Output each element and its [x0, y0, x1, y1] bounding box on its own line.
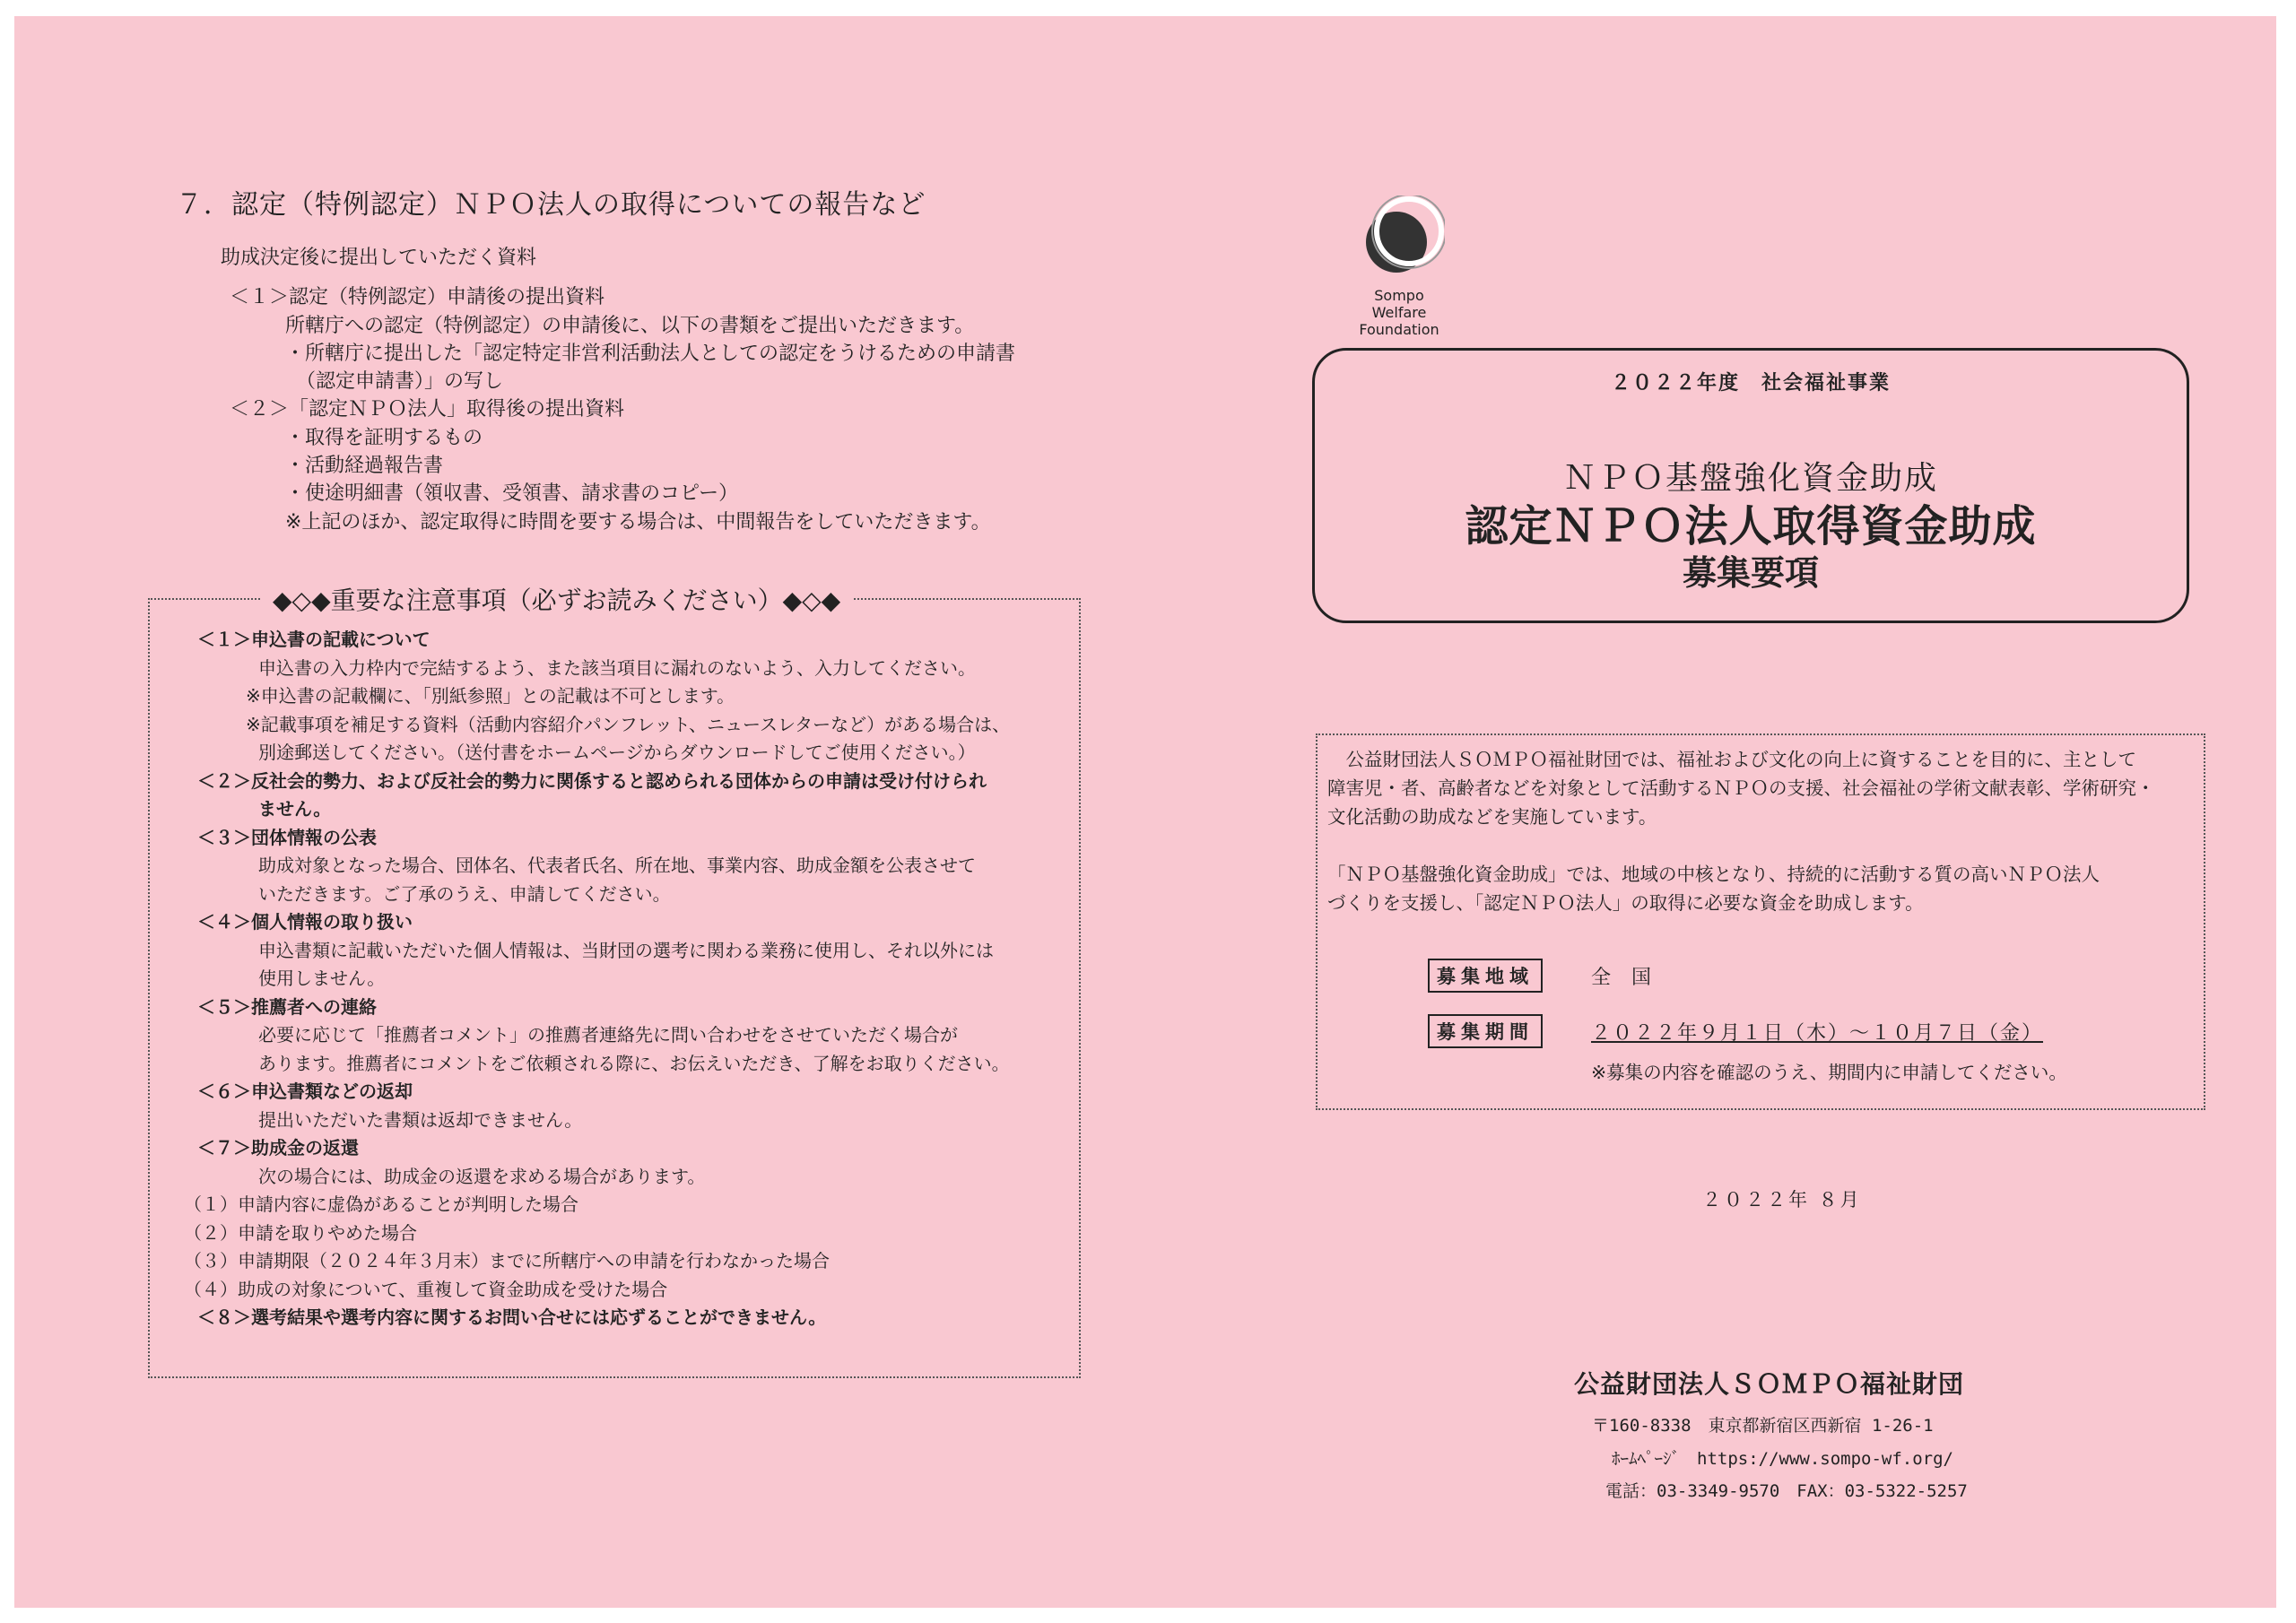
logo-text-line: Foundation — [1359, 321, 1439, 338]
notice-heading: ＜４＞個人情報の取り扱い — [197, 911, 413, 933]
intro-line — [1327, 831, 2155, 860]
notice-line: （２）申請を取りやめた場合 — [184, 1221, 417, 1244]
intro-line: づくりを支援し、「認定ＮＰＯ法人」の取得に必要な資金を助成します。 — [1327, 892, 1924, 914]
notice-line: 提出いただいた書類は返却できません。 — [258, 1108, 583, 1131]
address: 〒160-8338 東京都新宿区西新宿 1-26-1 — [1592, 1416, 1934, 1436]
item1-bullet: ・所轄庁に提出した「認定特定非営利活動法人としての認定をうけるための申請書 — [285, 343, 1016, 365]
materials-heading: 助成決定後に提出していただく資料 — [221, 247, 537, 269]
notice-title: ◆◇◆重要な注意事項（必ずお読みください）◆◇◆ — [260, 581, 853, 617]
notice-heading: ＜１＞申込書の記載について — [197, 629, 430, 650]
notice-line: 次の場合には、助成金の返還を求める場合があります。 — [258, 1165, 706, 1187]
period-value: ２０２２年９月１日（木）～１０月７日（金） — [1591, 1022, 2044, 1045]
notice-line: （１）申請内容に虚偽があることが判明した場合 — [184, 1193, 578, 1215]
notice-line: あります。推薦者にコメントをご依頼される際に、お伝えいただき、了解をお取りください。 — [258, 1052, 1010, 1074]
phone-fax: 電話：03-3349-9570 FAX：03-5322-5257 — [1605, 1481, 1968, 1501]
notice-heading: ＜７＞助成金の返還 — [197, 1137, 359, 1159]
intro-line: 公益財団法人ＳＯＭＰＯ福祉財団では、福祉および文化の向上に資することを目的に、主として — [1327, 749, 2136, 770]
notice-heading: ＜６＞申込書類などの返却 — [197, 1081, 413, 1102]
item2-note: ※上記のほか、認定取得に時間を要する場合は、中間報告をしていただきます。 — [285, 511, 991, 534]
notice-heading: ＜２＞反社会的勢力、および反社会的勢力に関係すると認められる団体からの申請は受け付けられ — [197, 769, 987, 792]
notice-line: ません。 — [258, 798, 332, 820]
period-note: ※募集の内容を確認のうえ、期間内に申請してください。 — [1591, 1062, 2067, 1083]
notice-line: ※申込書の記載欄に、「別紙参照」との記載は不可とします。 — [246, 685, 735, 707]
notice-heading: ＜３＞団体情報の公表 — [197, 826, 377, 848]
logo-text-line: Sompo Welfare — [1371, 287, 1427, 321]
org-name: 公益財団法人ＳＯＭＰＯ福祉財団 — [1574, 1369, 1965, 1399]
item1-title: ＜１＞認定（特例認定）申請後の提出資料 — [230, 286, 605, 308]
intro-line: 障害児・者、高齢者などを対象として活動するＮＰＯの支援、社会福祉の学術文献表彰、学術研究・ — [1327, 777, 2155, 799]
notice-line: 別途郵送してください。（送付書をホームページからダウンロードしてご使用ください。） — [258, 742, 976, 763]
grant-title: 認定ＮＰＯ法人取得資金助成 — [1465, 501, 2037, 551]
notice-line: 申込書の入力枠内で完結するよう、また該当項目に漏れのないよう、入力してください。 — [258, 656, 976, 679]
logo-text — [1345, 287, 1453, 338]
item2-bullet: ・取得を証明するもの — [285, 427, 483, 449]
program-name: ＮＰＯ基盤強化資金助成 — [1562, 460, 1938, 497]
website: ﾎｰﾑﾍﾟｰｼﾞ https://www.sompo-wf.org/ — [1612, 1449, 1953, 1469]
notice-heading: ＜８＞選考結果や選考内容に関するお問い合せには応ずることができません。 — [197, 1306, 827, 1328]
item1-bullet-cont: （認定申請書）」の写し — [296, 370, 504, 393]
notice-line: いただきます。ご了承のうえ、申請してください。 — [258, 882, 671, 905]
item1-desc: 所轄庁への認定（特例認定）の申請後に、以下の書類をご提出いただきます。 — [285, 315, 975, 337]
doc-type: 募集要項 — [1682, 553, 1819, 593]
notice-line: （４）助成の対象について、重複して資金助成を受けた場合 — [184, 1278, 668, 1300]
notice-line: 助成対象となった場合、団体名、代表者氏名、所在地、事業内容、助成金額を公表させて — [258, 855, 976, 876]
intro-line: 「ＮＰＯ基盤強化資金助成」では、地域の中核となり、持続的に活動する質の高いＮＰＯ法人 — [1327, 864, 2100, 885]
notice-line: 使用しません。 — [258, 968, 386, 989]
area-value: 全 国 — [1591, 967, 1658, 989]
issue-date: ２０２２年 ８月 — [1702, 1189, 1862, 1211]
intro-text — [1327, 745, 2155, 917]
item2-bullet: ・活動経過報告書 — [285, 455, 444, 477]
section-title: ７．認定（特例認定）ＮＰＯ法人の取得についての報告など — [176, 189, 926, 221]
area-label: 募集地域 — [1428, 959, 1543, 993]
notice-heading: ＜５＞推薦者への連絡 — [197, 995, 377, 1018]
notice-line: 申込書類に記載いただいた個人情報は、当財団の選考に関わる業務に使用し、それ以外には — [258, 939, 994, 961]
period-label: 募集期間 — [1428, 1014, 1543, 1048]
item2-bullet: ・使途明細書（領収書、受領書、請求書のコピー） — [285, 482, 739, 505]
fiscal-year: ２０２２年度 社会福祉事業 — [1610, 372, 1891, 395]
foundation-logo — [1359, 195, 1445, 282]
intro-line: 文化活動の助成などを実施しています。 — [1327, 806, 1657, 828]
notice-list — [184, 626, 1011, 1332]
notice-line: （３）申請期限（２０２４年３月末）までに所轄庁への申請を行わなかった場合 — [184, 1250, 830, 1271]
notice-line: 必要に応じて「推薦者コメント」の推薦者連絡先に問い合わせをさせていただく場合が — [258, 1024, 958, 1046]
notice-line: ※記載事項を補足する資料（活動内容紹介パンフレット、ニュースレターなど）がある場合は、 — [246, 713, 1011, 735]
item2-title: ＜２＞「認定ＮＰＯ法人」取得後の提出資料 — [230, 398, 625, 421]
